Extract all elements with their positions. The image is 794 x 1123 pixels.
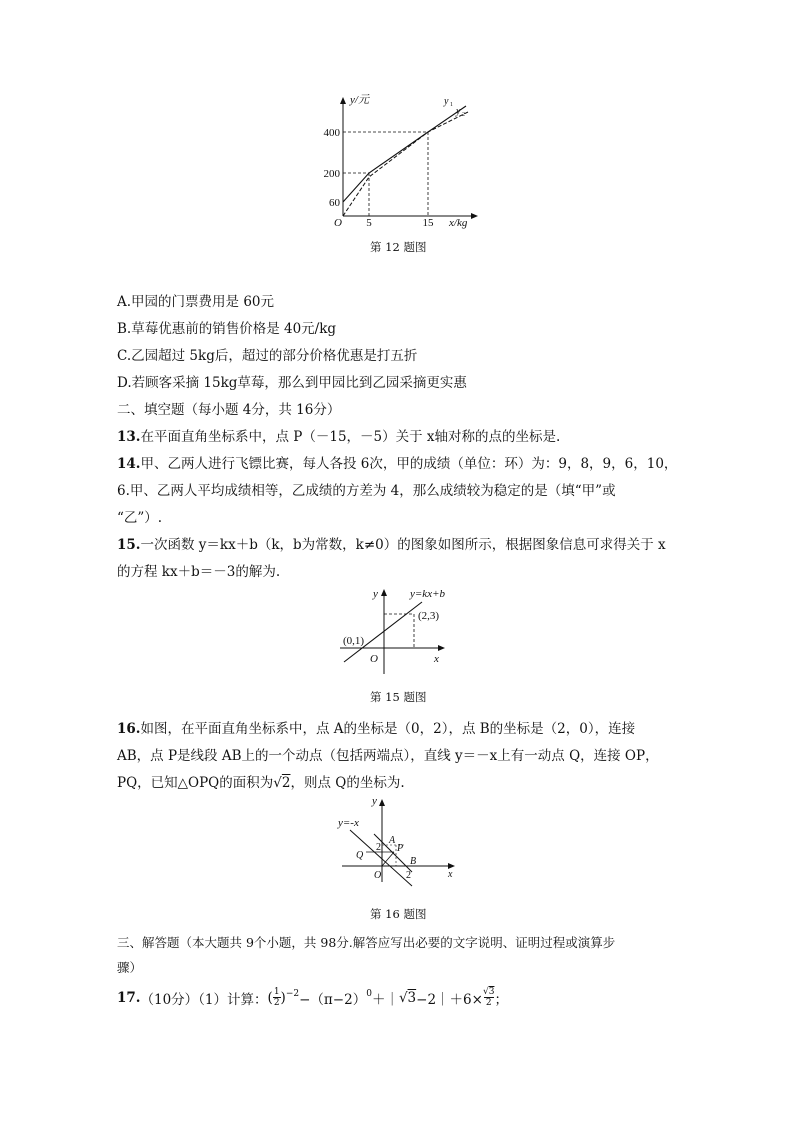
point-q-label: Q bbox=[356, 850, 364, 861]
question-14-line-1 bbox=[117, 452, 677, 472]
paren-open: ( bbox=[267, 989, 273, 1006]
sqrt-symbol: √ bbox=[398, 989, 408, 1006]
question-17-mid: −（π−2） bbox=[299, 991, 367, 1008]
origin-label: O bbox=[334, 217, 342, 229]
question-14-line-3: “乙”）. bbox=[117, 510, 163, 526]
x-tick-2: 2 bbox=[406, 870, 411, 881]
point-b-label: B bbox=[410, 856, 417, 867]
point-2-3-label: (2,3) bbox=[418, 610, 440, 622]
sqrt-3: 3 bbox=[407, 989, 417, 1006]
question-17 bbox=[117, 987, 508, 1008]
section-2-heading: 二、填空题（每小题 4分，共 16分） bbox=[117, 402, 341, 418]
x-axis-label: x bbox=[434, 653, 439, 665]
line-y2 bbox=[343, 112, 468, 216]
question-16-text-1: 如图，在平面直角坐标系中，点 A的坐标是（0，2），点 B的坐标是（2，0），连接 bbox=[140, 721, 636, 737]
line2-sub: 2 bbox=[462, 112, 465, 118]
point-0-1-label: (0,1) bbox=[343, 635, 365, 647]
question-14-line-2: 6.甲、乙两人平均成绩相等，乙成绩的方差为 4，那么成绩较为稳定的是（填“甲”或 bbox=[117, 483, 616, 499]
question-16-line-3 bbox=[117, 771, 405, 791]
sqrt-2: 2 bbox=[281, 775, 291, 791]
line2-label: y bbox=[456, 106, 461, 117]
origin-label: O bbox=[370, 653, 378, 665]
fraction-sqrt3-over-2 bbox=[483, 987, 494, 1008]
figure-12-caption: 第 12 题图 bbox=[370, 240, 427, 254]
question-16-text-3b: ，则点 Q的坐标为. bbox=[290, 775, 405, 791]
question-13 bbox=[117, 425, 560, 445]
option-d: D.若顾客采摘 15kg草莓，那么到甲园比到乙园采摘更实惠 bbox=[117, 375, 467, 391]
x-axis-label: x/kg bbox=[449, 217, 468, 229]
question-17-number: 17. bbox=[117, 989, 141, 1006]
fraction-denominator: 2 bbox=[273, 998, 280, 1008]
question-13-number: 13. bbox=[117, 429, 141, 445]
abs-close: −2｜＋6× bbox=[416, 991, 483, 1008]
exponent-neg-2: −2 bbox=[285, 988, 300, 999]
section-3-heading-line-1: 三、解答题（本大题共 9个小题，共 98分.解答应写出必要的文字说明、证明过程或演算步 bbox=[117, 935, 616, 950]
figure-16-graph bbox=[336, 794, 460, 888]
option-b: B.草莓优惠前的销售价格是 40元/kg bbox=[117, 321, 337, 337]
figure-16-caption: 第 16 题图 bbox=[370, 907, 427, 921]
question-15-number: 15. bbox=[117, 537, 141, 553]
figure-15-graph bbox=[340, 586, 450, 678]
y-axis-label: y/元 bbox=[350, 94, 369, 106]
question-14-number: 14. bbox=[117, 456, 141, 472]
y-tick-400: 400 bbox=[323, 127, 340, 139]
line-y-kx-b bbox=[344, 602, 422, 662]
option-c: C.乙园超过 5kg后，超过的部分价格优惠是打五折 bbox=[117, 348, 418, 364]
question-15-line-1 bbox=[117, 533, 666, 553]
question-17-end: ； bbox=[494, 991, 508, 1008]
x-tick-5: 5 bbox=[366, 217, 372, 229]
origin-label: O bbox=[374, 870, 382, 881]
fraction-denominator-2: 2 bbox=[485, 998, 492, 1008]
question-13-text: 在平面直角坐标系中，点 P（－15，－5）关于 x轴对称的点的坐标是. bbox=[140, 429, 561, 445]
question-15-line-2: 的方程 kx＋b＝－3的解为. bbox=[117, 564, 281, 580]
line-label: y=-x bbox=[338, 817, 359, 829]
x-axis-label: x bbox=[448, 869, 453, 880]
question-17-prefix: （10分）（1）计算： bbox=[140, 991, 268, 1008]
y-axis-label: y bbox=[372, 795, 377, 807]
question-15-text-1: 一次函数 y＝kx＋b（k，b为常数，k≠0）的图象如图所示，根据图象信息可求得关于 x bbox=[140, 537, 666, 553]
question-14-text-1: 甲、乙两人进行飞镖比赛，每人各投 6次，甲的成绩（单位：环）为：9，8，9，6，10， bbox=[140, 456, 678, 472]
point-a-label: A bbox=[389, 835, 396, 846]
question-16-text-3a: PQ，已知△OPQ的面积为 bbox=[117, 775, 274, 791]
sqrt-symbol: √ bbox=[273, 775, 282, 791]
question-16-line-2: AB，点 P是线段 AB上的一个动点（包括两端点），直线 y＝－x上有一动点 Q，连接 OP， bbox=[117, 748, 659, 764]
line-label: y=kx+b bbox=[410, 588, 445, 600]
y-tick-60: 60 bbox=[329, 197, 340, 209]
y-tick-200: 200 bbox=[323, 168, 340, 180]
exponent-0: 0 bbox=[366, 988, 372, 999]
x-tick-15: 15 bbox=[422, 217, 434, 229]
fraction-numerator-3: 3 bbox=[488, 987, 495, 997]
line1-sub: 1 bbox=[450, 102, 453, 108]
line1-label: y bbox=[444, 96, 449, 107]
fraction-numerator: 1 bbox=[273, 987, 280, 997]
abs-open: ＋｜ bbox=[371, 991, 399, 1008]
question-16-line-1 bbox=[117, 717, 635, 737]
fraction-numerator-sqrt3: √3 bbox=[482, 987, 495, 997]
figure-15-caption: 第 15 题图 bbox=[370, 690, 427, 704]
figure-12-graph bbox=[318, 92, 478, 232]
fraction-one-half bbox=[273, 987, 281, 1008]
option-a: A.甲园的门票费用是 60元 bbox=[117, 294, 275, 310]
y-tick-2: 2 bbox=[376, 842, 381, 853]
section-3-heading-line-2: 骤） bbox=[117, 960, 143, 975]
y-axis-label: y bbox=[373, 588, 378, 600]
paren-close: ) bbox=[280, 989, 286, 1006]
point-p-label: P bbox=[397, 843, 404, 854]
question-16-number: 16. bbox=[117, 721, 141, 737]
